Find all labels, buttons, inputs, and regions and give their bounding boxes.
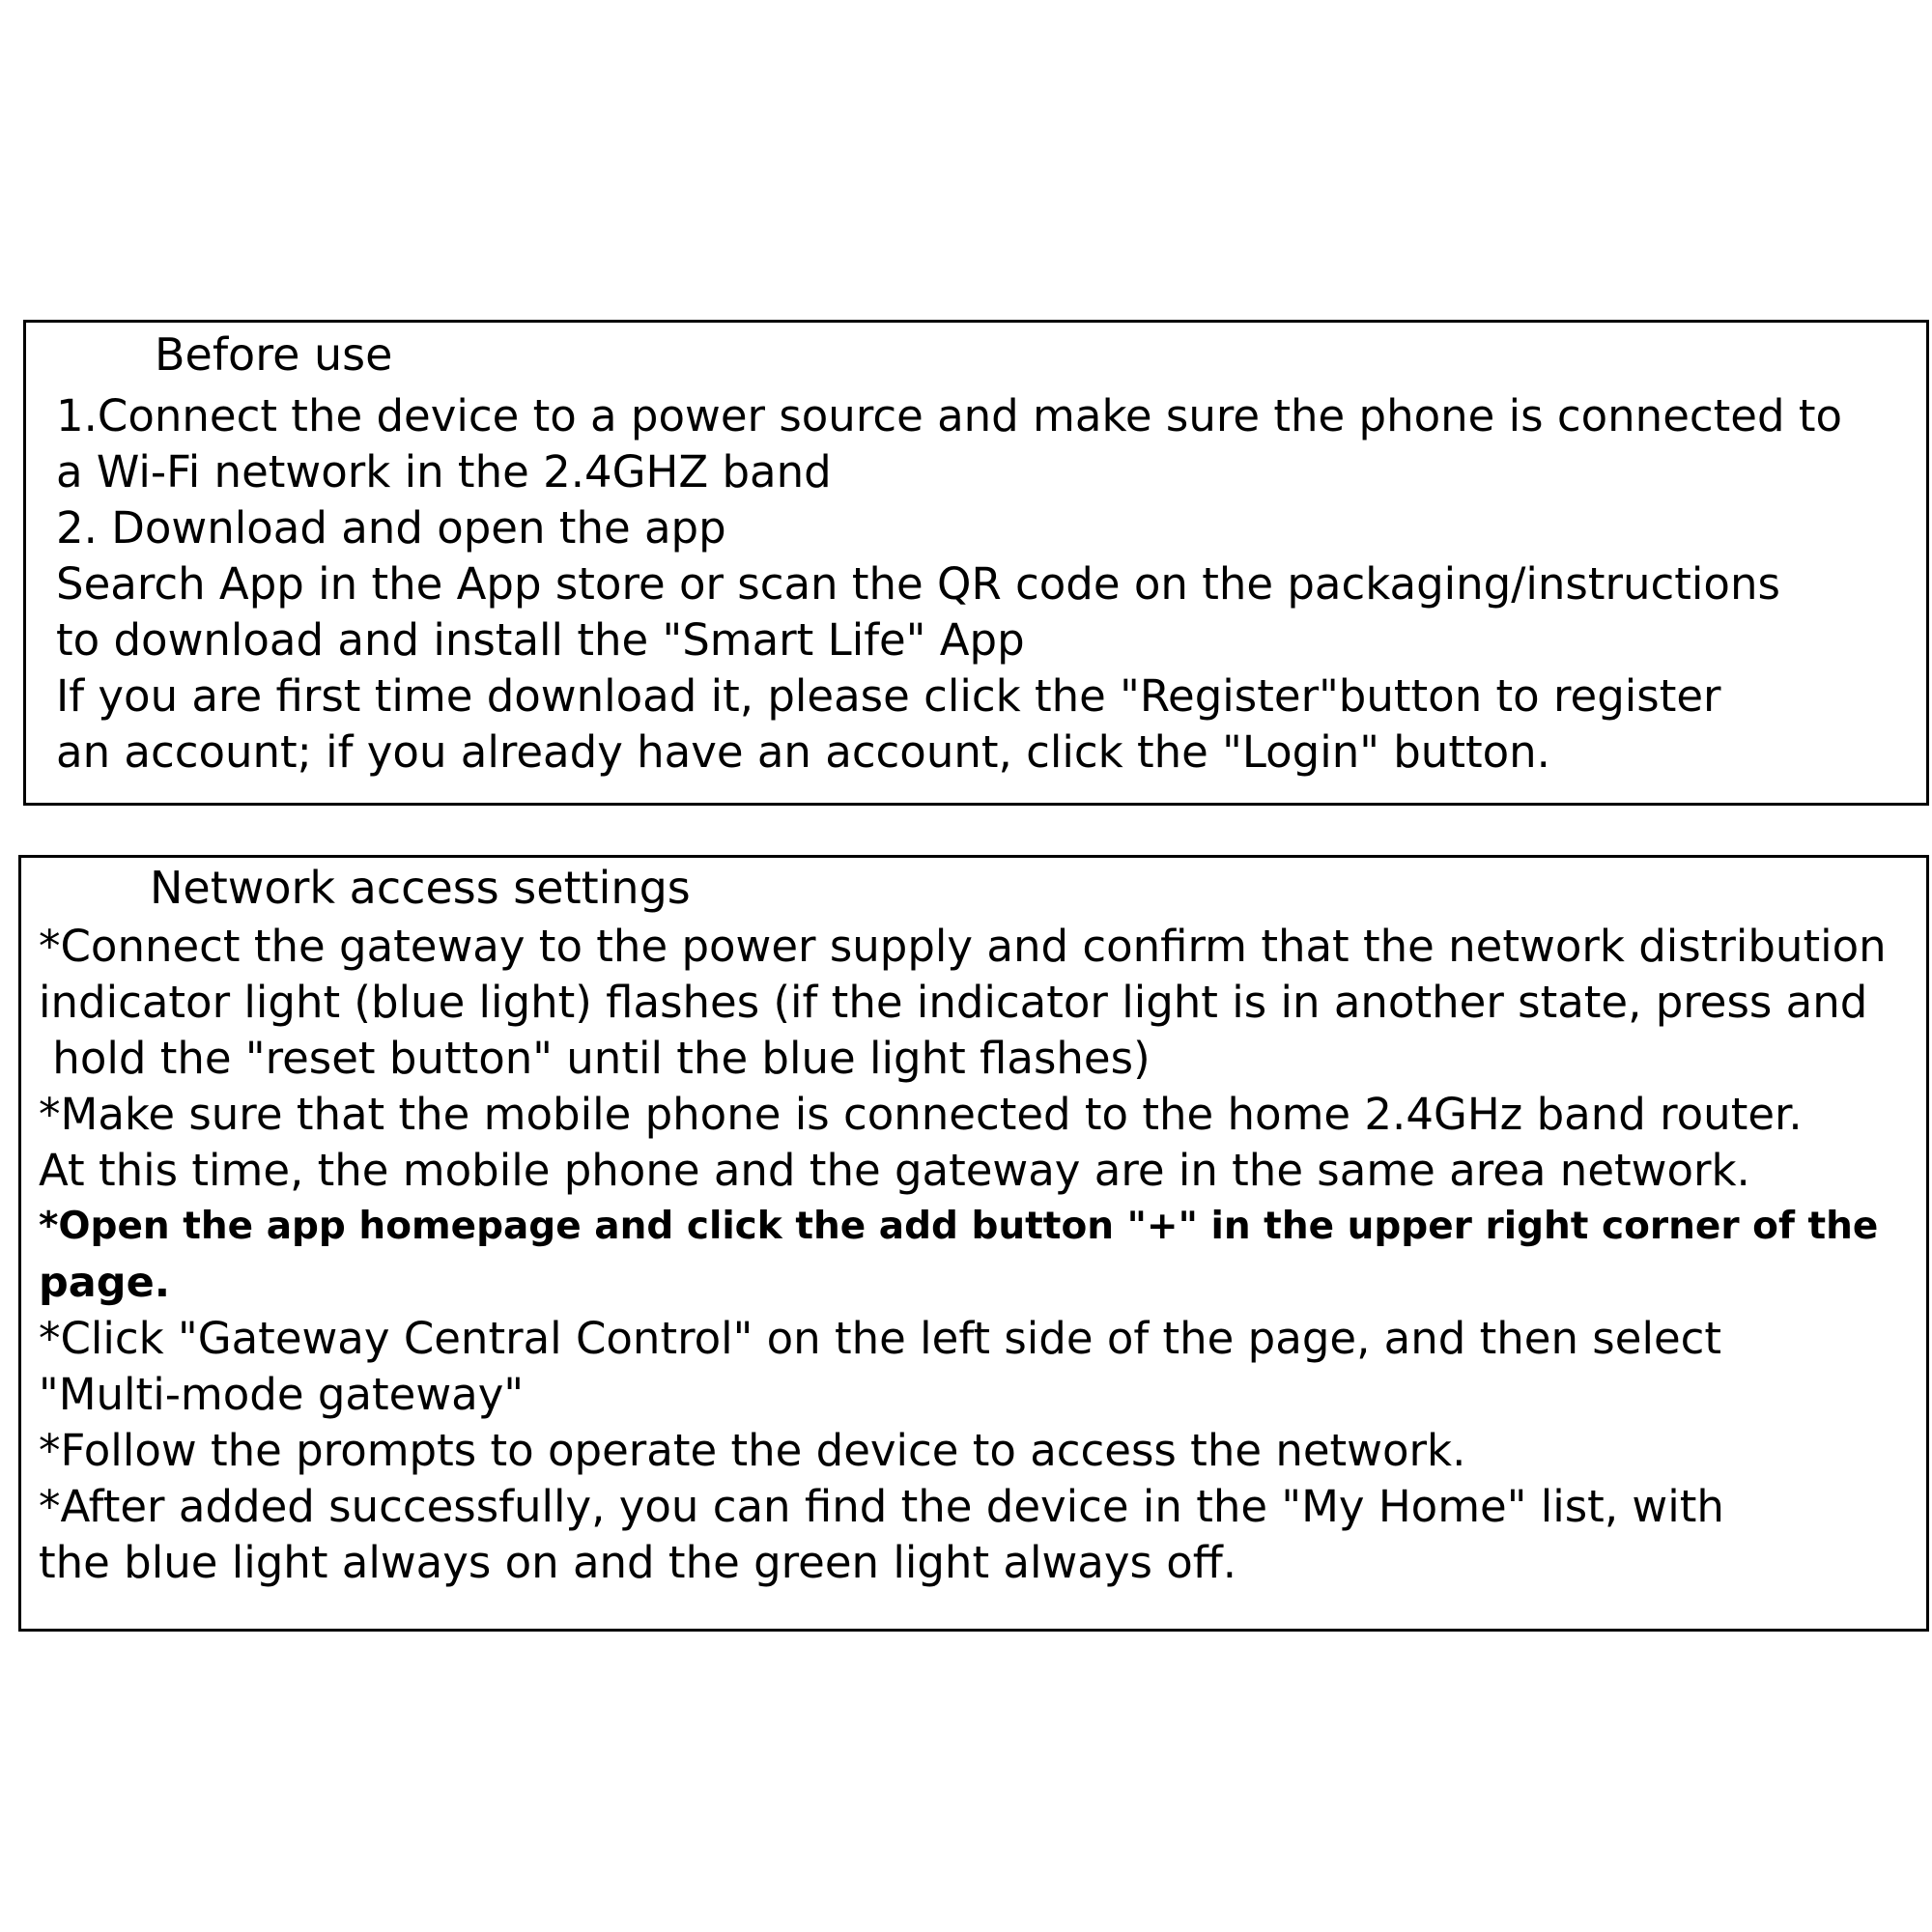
network-access-line: *Connect the gateway to the power supply and confirm that the network distribution <box>39 921 1887 972</box>
network-access-panel <box>18 855 1929 1632</box>
before-use-line: 1.Connect the device to a power source and make sure the phone is connected to <box>56 390 1842 441</box>
before-use-line: a Wi-Fi network in the 2.4GHZ band <box>56 446 832 497</box>
before-use-line: 2. Download and open the app <box>56 502 726 554</box>
before-use-line: to download and install the "Smart Life" App <box>56 614 1025 666</box>
network-access-line: *Click "Gateway Central Control" on the left side of the page, and then select <box>39 1313 1722 1364</box>
network-access-line: "Multi-mode gateway" <box>39 1369 525 1420</box>
network-access-line-bold: *Open the app homepage and click the add button "+" in the upper right corner of the <box>39 1205 1879 1248</box>
before-use-title: Before use <box>155 328 393 381</box>
network-access-line: At this time, the mobile phone and the gateway are in the same area network. <box>39 1145 1750 1196</box>
network-access-line: indicator light (blue light) flashes (if the indicator light is in another state, press and <box>39 977 1868 1028</box>
before-use-line: an account; if you already have an account, click the "Login" button. <box>56 726 1550 778</box>
network-access-title: Network access settings <box>150 862 691 914</box>
network-access-line: *After added successfully, you can find the device in the "My Home" list, with <box>39 1481 1724 1532</box>
before-use-line: Search App in the App store or scan the QR code on the packaging/instructions <box>56 558 1780 610</box>
network-access-line: *Follow the prompts to operate the device to access the network. <box>39 1425 1466 1476</box>
network-access-line: *Make sure that the mobile phone is connected to the home 2.4GHz band router. <box>39 1089 1803 1140</box>
before-use-panel <box>23 320 1929 806</box>
network-access-line-bold: page. <box>39 1259 171 1307</box>
before-use-line: If you are first time download it, please click the "Register"button to register <box>56 670 1721 722</box>
network-access-line: the blue light always on and the green light always off. <box>39 1537 1237 1588</box>
network-access-line: hold the "reset button" until the blue light flashes) <box>39 1033 1151 1084</box>
